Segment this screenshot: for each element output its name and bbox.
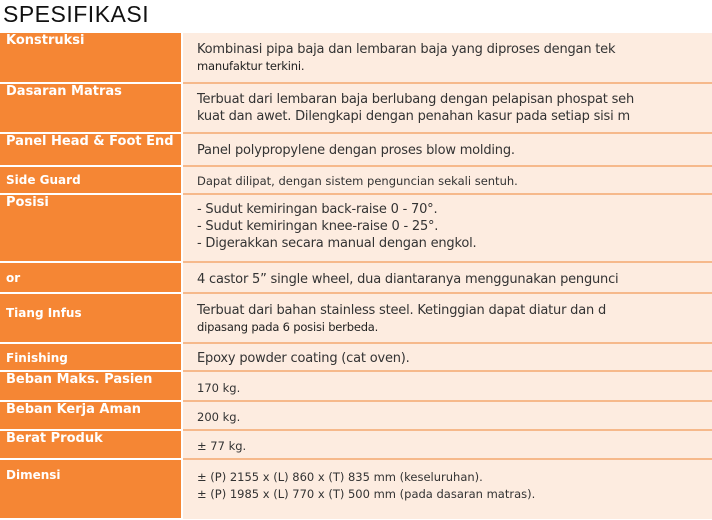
row-label: Beban Maks. Pasien xyxy=(0,371,182,401)
row-value-line: Dapat dilipat, dengan sistem penguncian sekali sentuh. xyxy=(197,174,518,188)
row-label: Dimensi xyxy=(0,459,182,519)
row-label: Berat Produk xyxy=(0,430,182,459)
table-row xyxy=(0,194,712,262)
row-label: Beban Kerja Aman xyxy=(0,401,182,430)
row-label: Tiang Infus xyxy=(0,293,182,343)
row-value-line: 200 kg. xyxy=(197,410,241,424)
row-label: Finishing xyxy=(0,343,182,371)
row-value-line: ± (P) 1985 x (L) 770 x (T) 500 mm (pada dasaran matras). xyxy=(197,487,536,501)
row-value-line: manufaktur terkini. xyxy=(197,59,305,73)
table-row xyxy=(0,133,712,166)
row-label: Dasaran Matras xyxy=(0,83,182,133)
table-row xyxy=(0,83,712,133)
row-value-line: Terbuat dari lembaran baja berlubang dengan pelapisan phospat seh xyxy=(197,92,635,107)
row-label: Side Guard xyxy=(0,166,182,194)
table-row xyxy=(0,430,712,459)
row-value-line: ± (P) 2155 x (L) 860 x (T) 835 mm (keseluruhan). xyxy=(197,470,483,484)
table-row xyxy=(0,459,712,519)
row-value-line: Terbuat dari bahan stainless steel. Ketinggian dapat diatur dan d xyxy=(197,303,607,318)
table-row xyxy=(0,293,712,343)
table-row xyxy=(0,343,712,371)
page-title: SPESIFIKASI xyxy=(3,1,150,27)
table-row xyxy=(0,401,712,430)
row-value-line: - Sudut kemiringan back-raise 0 - 70°. xyxy=(197,202,438,217)
specification-table xyxy=(0,33,712,520)
row-value-line: - Sudut kemiringan knee-raise 0 - 25°. xyxy=(197,219,439,234)
row-label: Posisi xyxy=(0,194,182,262)
row-value-line: Panel polypropylene dengan proses blow molding. xyxy=(197,143,515,158)
row-value-line: Kombinasi pipa baja dan lembaran baja yang diproses dengan tek xyxy=(197,42,616,57)
row-value-line: - Digerakkan secara manual dengan engkol. xyxy=(197,236,477,251)
row-value-line: 4 castor 5” single wheel, dua diantaranya menggunakan pengunci xyxy=(197,272,619,287)
row-label: or xyxy=(0,262,182,293)
table-row xyxy=(0,166,712,194)
row-value-line: 170 kg. xyxy=(197,381,241,395)
table-row xyxy=(0,371,712,401)
row-label: Panel Head & Foot End xyxy=(0,133,182,166)
row-value-line: Epoxy powder coating (cat oven). xyxy=(197,351,410,366)
row-value-line: ± 77 kg. xyxy=(197,439,247,453)
row-value-line: dipasang pada 6 posisi berbeda. xyxy=(197,320,379,334)
table-row xyxy=(0,33,712,83)
table-row xyxy=(0,262,712,293)
row-value-line: kuat dan awet. Dilengkapi dengan penahan kasur pada setiap sisi m xyxy=(197,109,630,124)
row-label: Konstruksi xyxy=(0,33,182,83)
